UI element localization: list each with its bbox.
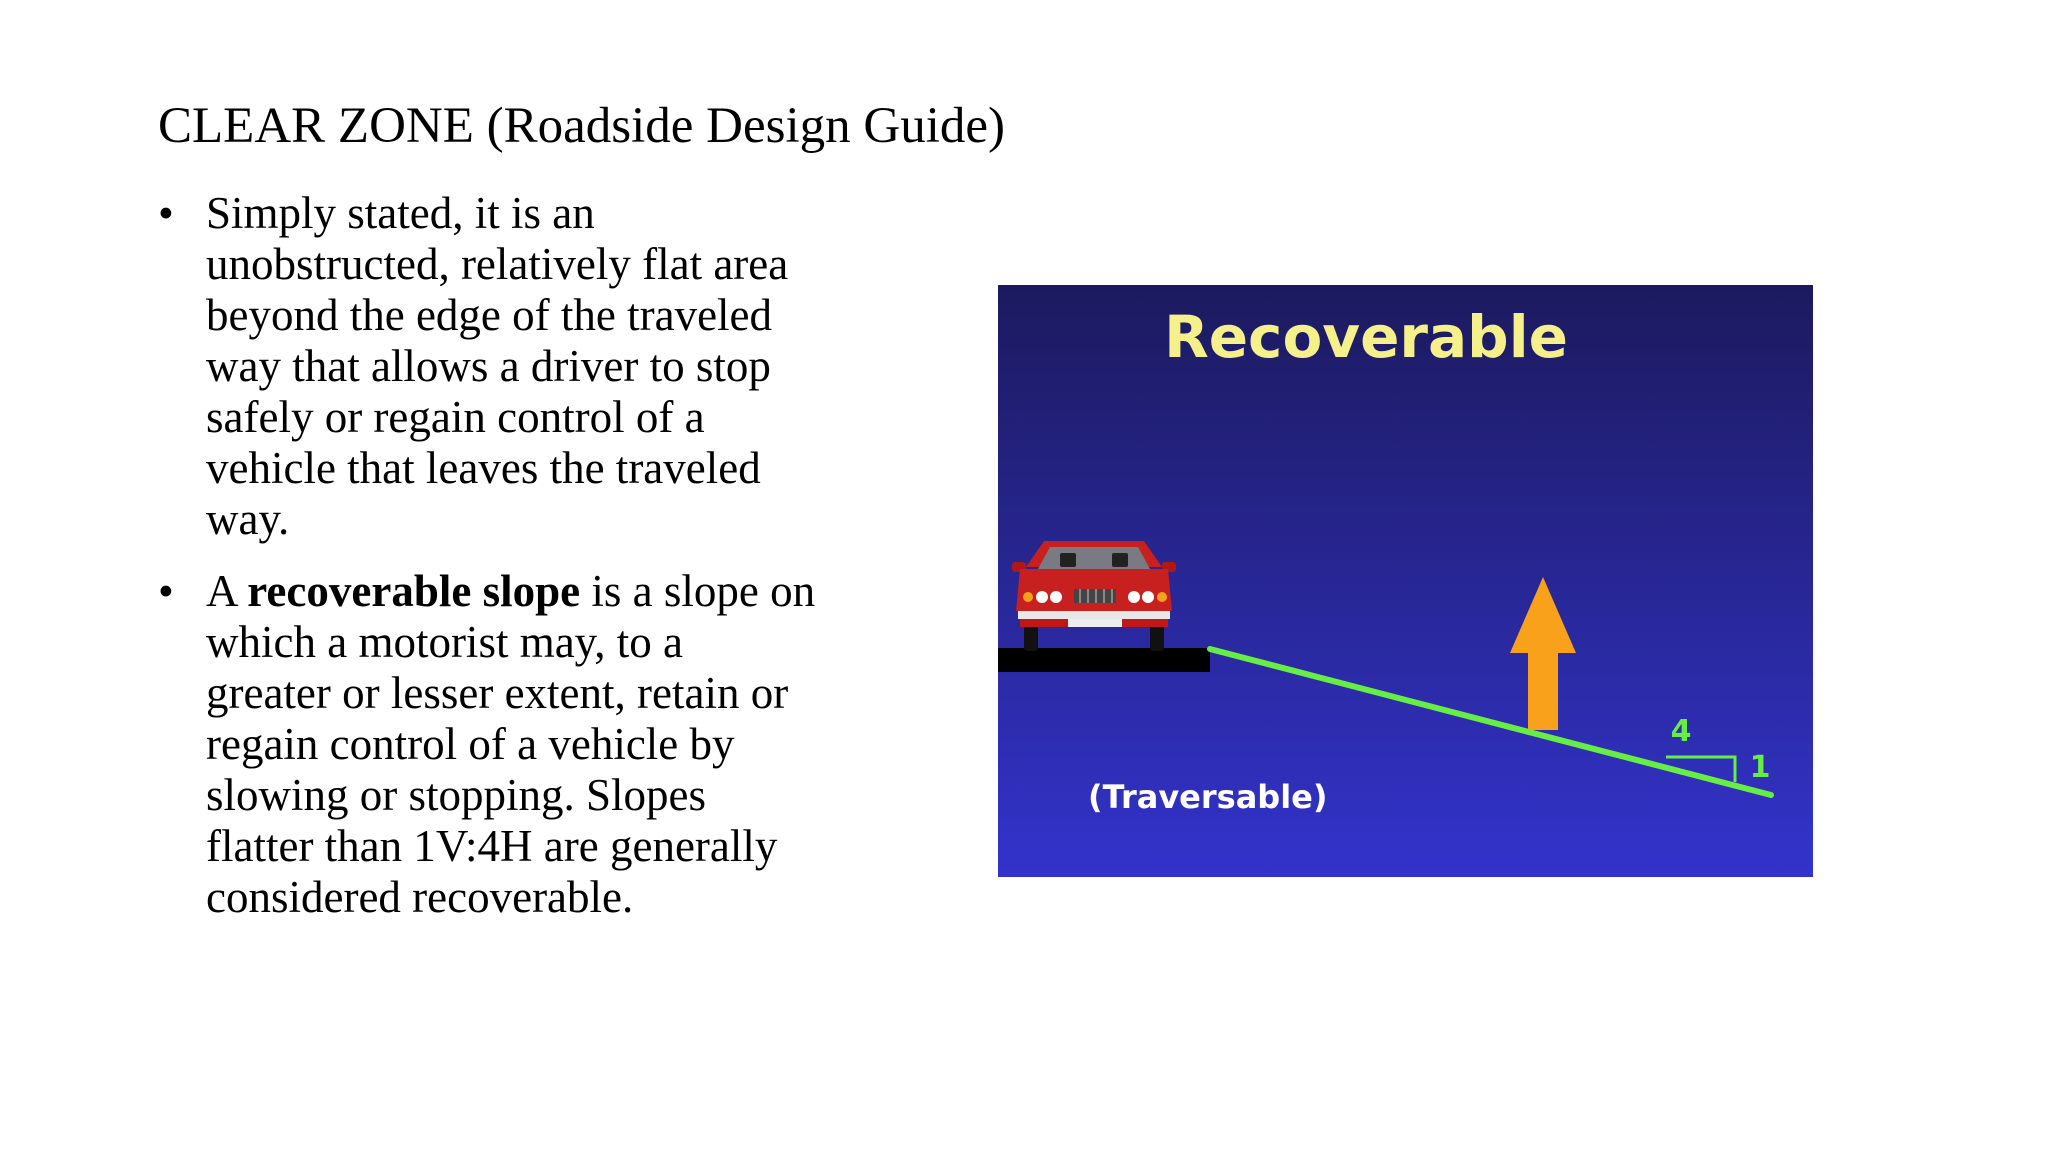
- bullet-text: [206, 566, 815, 922]
- bullet-symbol: •: [158, 566, 174, 616]
- bullet-item-clear-zone-definition: [158, 188, 818, 545]
- bullet-text: Simply stated, it is an unobstructed, relatively flat area beyond the edge of the traveled way that allows a driver to stop safely or regain control of a vehicle that leaves the traveled way.: [206, 188, 789, 544]
- bullet-list: [158, 188, 818, 944]
- slope-run-label: 4: [1670, 714, 1692, 749]
- recoverable-slope-figure: [998, 285, 1813, 877]
- slope-rise-label: 1: [1749, 750, 1771, 785]
- road-shoulder: [998, 648, 1210, 672]
- bullet-symbol: •: [158, 188, 174, 238]
- bullet-item-recoverable-slope: [158, 566, 818, 923]
- bullet-text-suffix: is a slope on which a motorist may, to a greater or lesser extent, retain or regain control of a vehicle by slowing or stopping. Slopes flatter than 1V:4H are generally considered recoverable.: [206, 566, 816, 922]
- figure-caption: (Traversable): [1088, 778, 1328, 816]
- bullet-text-prefix: A: [206, 566, 248, 616]
- bullet-text-bold-term: recoverable slope: [247, 566, 581, 616]
- slide-title: CLEAR ZONE (Roadside Design Guide): [158, 98, 1006, 154]
- figure-heading: Recoverable: [1164, 303, 1568, 371]
